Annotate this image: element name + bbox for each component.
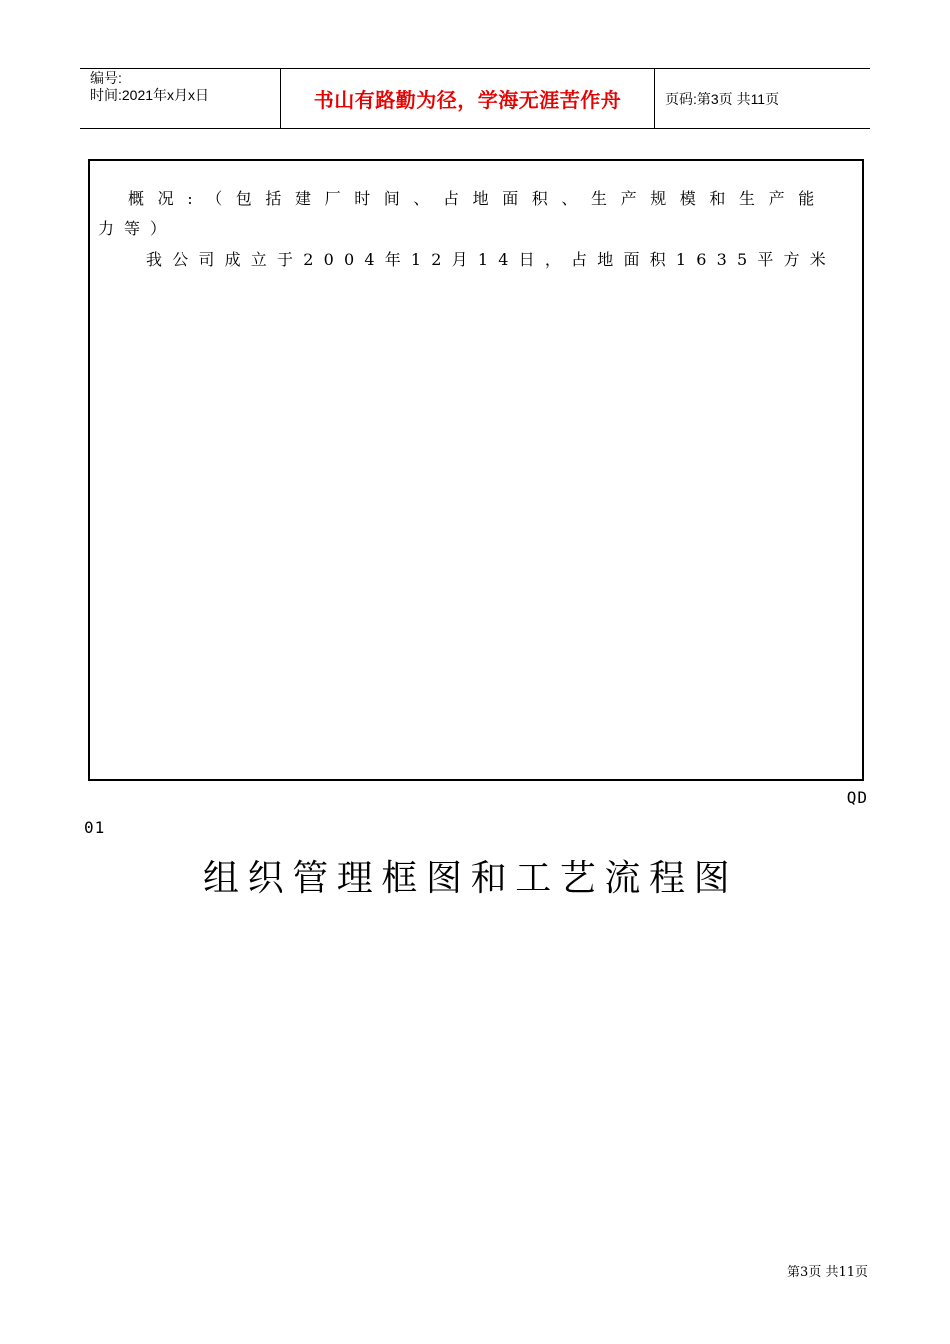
overview-prompt-line2: 力等） bbox=[98, 219, 177, 238]
header-motto: 书山有路勤为径，学海无涯苦作舟 bbox=[281, 69, 655, 128]
header-meta bbox=[80, 69, 281, 128]
number-label: 编号: bbox=[90, 70, 122, 86]
header-page-info: 页码:第3页 共11页 bbox=[665, 90, 780, 107]
overview-box bbox=[88, 159, 864, 781]
section-title: 组织管理框图和工艺流程图 bbox=[203, 858, 739, 899]
overview-company-info: 我公司成立于2004年12月14日，占地面积1635平方米 bbox=[146, 250, 836, 269]
form-code-qd: QD bbox=[846, 788, 868, 807]
time-label: 时间:2021年x月x日 bbox=[90, 87, 210, 103]
document-header bbox=[80, 68, 870, 129]
overview-prompt-line1: 概况:（包括建厂时间、占地面积、生产规模和生产能 bbox=[128, 189, 828, 208]
footer-page-number: 第3页 共11页 bbox=[787, 1265, 868, 1280]
form-code-number: 01 bbox=[84, 818, 106, 837]
